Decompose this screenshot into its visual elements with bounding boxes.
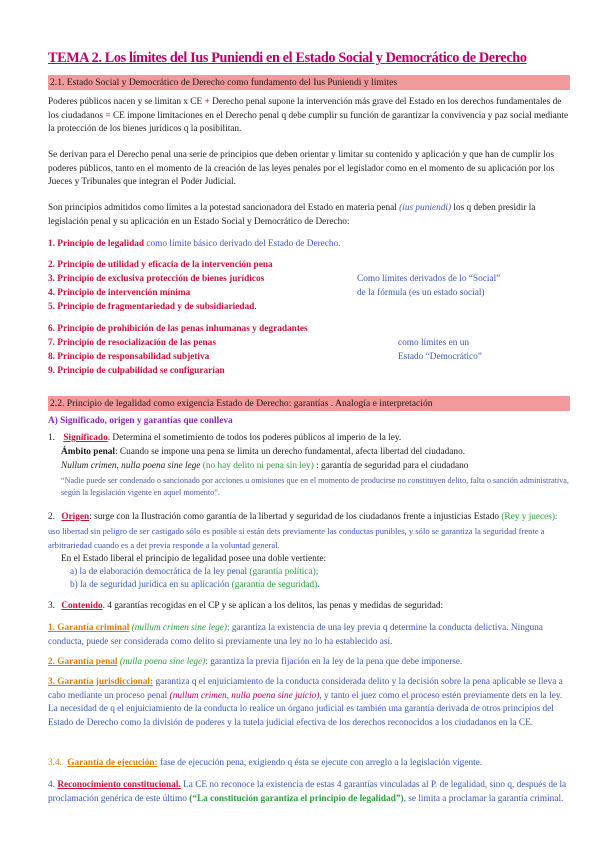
- item-4-quote: (“La constitución garantiza el principio de legalidad”): [189, 793, 404, 804]
- item-3-label: Contenido: [61, 601, 103, 611]
- item-1-label: Significado: [63, 433, 108, 443]
- item-1-latin: [61, 460, 468, 474]
- equals-sign: =: [105, 110, 111, 121]
- guarantee-2-text: : garantiza la previa fijación en la ley de la pena que debe imponerse.: [205, 657, 463, 667]
- guarantee-4: [48, 757, 482, 771]
- subheading-a: A) Significado, origen y garantías que conlleva: [48, 416, 233, 426]
- vertiente-a-guarantee: (garantía política): [249, 567, 316, 577]
- principle-5: [48, 301, 257, 315]
- p3-part-c: los q deben presidir la legislación penal y su aplicación en un Estado Social y Democrático de Derecho:: [48, 203, 536, 227]
- item-1-ambito: [61, 446, 465, 460]
- item-4-part-b: , se limita a proclamar la garantía criminal.: [403, 793, 564, 804]
- principle-5-label: 5. Principio de fragmentariedad y de subsidiariedad: [48, 302, 255, 312]
- item-2-vertientes: En el Estado liberal el principio de legalidad posee una doble vertiente:: [61, 554, 327, 564]
- guarantee-3-part-b: , y tanto el juez como el proceso estén previamente dets en la ley. La necesidad de q el enjuiciamiento de la conducta lo realice un órgano judicial es también una garantía derivada de otros principios del Estado de Derecho como la división de poderes y la tutela judicial efectiva de los derechos reconocidos a los ciudadanos en la CE.: [48, 690, 563, 728]
- vertiente-a-text: a) la de elaboración democrática de la ley penal: [70, 567, 248, 577]
- item-3-text: . 4 garantías recogidas en el CP y se aplican a los delitos, las penas y medidas de seguridad:: [102, 601, 444, 611]
- item-4: [48, 779, 570, 806]
- principle-9: 9. Principio de culpabilidad se configurarían: [48, 366, 225, 376]
- latin-end: : garantía de seguridad para el ciudadano: [316, 461, 469, 471]
- item-1-number: 1.: [48, 433, 55, 443]
- principle-4: 4. Principio de intervención mínima: [48, 288, 191, 298]
- guarantee-4-label: Garantía de ejecución:: [67, 758, 158, 768]
- guarantee-1-latin: (nullum crimen sine lege): [131, 623, 227, 633]
- guarantee-1: [48, 622, 570, 649]
- principle-6: 6. Principio de prohibición de las penas inhumanas y degradantes: [48, 324, 308, 334]
- democratic-note-line-2: Estado “Democrático”: [398, 352, 482, 362]
- vertiente-b-guarantee: (garantía de seguridad): [231, 580, 318, 590]
- item-1-quote: “Nadie puede ser condenado o sancionado por acciones u omisiones que en el momento de producirse no constituyen delito, falta o sanción administrativa, según la legislación vigente en aquel momento”.: [61, 476, 569, 497]
- guarantee-3-latin: (nullum crimen, nulla poena sine juicio): [169, 690, 320, 701]
- item-4-part-a: La CE no reconoce la existencia de estas 4 garantías vinculadas al P. de legalidad, sino q, después de la proclamación genérica de este último: [48, 780, 567, 804]
- ambito-label: Ámbito penal: [61, 447, 115, 457]
- guarantee-3-part-a: garantiza q el enjuiciamiento de la conducta considerada delito y la decisión sobre la pena aplicable se lleva a cabo mediante un proceso penal: [48, 677, 563, 701]
- item-4-number: 4.: [48, 780, 55, 790]
- democratic-note-line-1: como límites en un: [398, 338, 470, 348]
- latin-translation: (no hay delito ni pena sin ley): [202, 461, 314, 471]
- section-heading-2-2: 2.2. Principio de legalidad como exigencia Estado de Derecho: garantías . Analogía e interpretación: [48, 396, 570, 411]
- vertiente-a: [70, 566, 318, 580]
- p1-part-a: Poderes públicos nacen y se limitan x CE: [48, 97, 203, 107]
- ius-puniendi-term: (ius puniendi): [399, 203, 452, 213]
- item-3: [48, 600, 443, 614]
- vertiente-b: [70, 579, 320, 593]
- p1-part-c: CE impone limitaciones en el Derecho penal q debe cumplir su función de garantizar la convivencia y paz social mediante la protección de los bienes jurídicos q la posibilitan.: [48, 110, 569, 135]
- plus-sign: +: [204, 97, 210, 107]
- item-2-part-b: (Rey y jueces): [501, 512, 556, 522]
- social-note-line-2: de la fórmula (es un estado social): [357, 288, 485, 298]
- paragraph-1: [48, 96, 570, 137]
- item-2-number: 2.: [48, 512, 55, 522]
- guarantee-1-label: 1. Garantía criminal: [48, 623, 130, 633]
- guarantee-4-text: fase de ejecución pena, exigiendo q ésta se ejecute con arreglo a la legislación vigente.: [159, 758, 483, 768]
- principle-2: 2. Principio de utilidad y eficacia de la intervención pena: [48, 260, 273, 270]
- item-2-label: Origen: [61, 512, 90, 522]
- social-note-line-1: Como límites derivados de lo “Social”: [357, 274, 501, 284]
- guarantee-4-number: 3.4.: [48, 758, 62, 768]
- principle-5-suffix: .: [254, 302, 257, 312]
- guarantee-3-label: 3. Garantía jurisdiccional:: [48, 677, 154, 687]
- p3-part-a: Son principios admitidos como límites a la potestad sancionadora del Estado en materia penal: [48, 203, 397, 213]
- item-4-label: Reconocimiento constitucional.: [57, 780, 181, 790]
- item-2-part-a: : surge con la Ilustración como garantía de la libertad y seguridad de los ciudadanos frente a injusticias Estado: [89, 512, 499, 522]
- principle-7: 7. Principio de resocialización de las penas: [48, 338, 216, 348]
- paragraph-2: Se derivan para el Derecho penal una serie de principios que deben orientar y limitar su contenido y aplicación y que han de cumplir los poderes públicos, tanto en el momento de la creación de las leyes penales por el legislador como en el momento de su aplicación por los Jueces y Tribunales que integran el Poder Judicial.: [48, 150, 555, 188]
- principle-1-desc: como límite básico derivado del Estado de Derecho.: [146, 239, 341, 249]
- guarantee-2: [48, 656, 462, 670]
- latin-maxim: Nullum crimen, nulla poena sine lege: [61, 461, 201, 471]
- p1-part-b: Derecho penal supone la intervención más grave del Estado en los derechos fundamentales de los ciudadanos: [48, 97, 562, 121]
- ambito-text: : Cuando se impone una pena se limita un derecho fundamental, afecta libertad del ciudadano.: [114, 447, 466, 457]
- item-2-part-c: : uso libertad sin peligro de ser castigado sólo es posible si están dets previamente las conductas punibles, y sólo se garantiza la seguridad frente a arbitrariedad cuando es a det previa responde a la voluntad general.: [48, 511, 558, 551]
- principle-3: 3. Principio de exclusiva protección de bienes jurídicos: [48, 274, 265, 284]
- section-heading-2-1: 2.1. Estado Social y Democrático de Derecho como fundamento del Ius Puniendi y límites: [48, 75, 570, 90]
- item-1-text: . Determina el sometimiento de todos los poderes públicos al imperio de la ley.: [107, 433, 402, 443]
- item-1-line-1: [48, 432, 401, 446]
- vertiente-b-end: .: [317, 580, 320, 590]
- item-3-number: 3.: [48, 601, 55, 611]
- vertiente-a-end: ;: [315, 567, 319, 577]
- paragraph-3: [48, 202, 570, 229]
- principle-1: [48, 238, 341, 252]
- principle-1-label: 1. Principio de legalidad: [48, 239, 145, 249]
- principle-8: 8. Principio de responsabilidad subjetiva: [48, 352, 210, 362]
- page-title: TEMA 2. Los límites del Ius Puniendi en el Estado Social y Democrático de Derecho: [48, 50, 527, 66]
- guarantee-2-latin: (nulla poena sine lege): [119, 657, 206, 667]
- vertiente-b-text: b) la de seguridad jurídica en su aplicación: [70, 580, 230, 590]
- guarantee-2-label: 2. Garantía penal: [48, 657, 118, 667]
- guarantee-3: [48, 676, 570, 730]
- guarantee-1-text: : garantiza la existencia de una ley previa q determine la conducta delictiva. Ninguna conducta, puede ser considerada como delito si previamente una ley no lo ha establecido así.: [48, 623, 543, 647]
- item-2: [48, 510, 570, 554]
